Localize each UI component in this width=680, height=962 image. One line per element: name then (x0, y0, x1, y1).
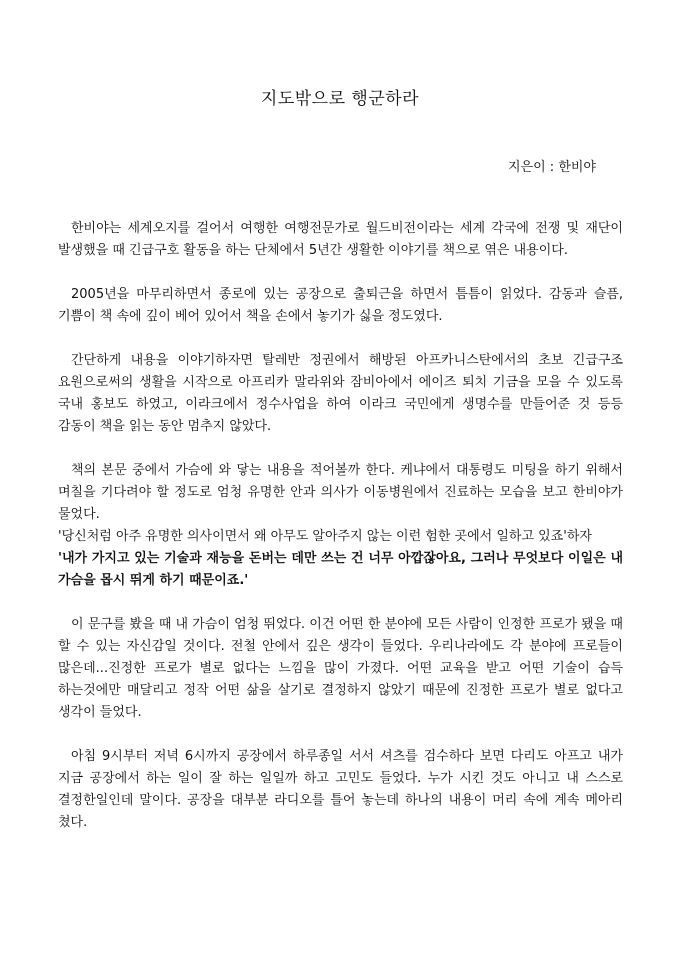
paragraph-reading: 2005년을 마무리하면서 종로에 있는 공장으로 출퇴근을 하면서 틈틈이 읽었다. 감동과 슬픔, 기쁨이 책 속에 깊이 베어 있어서 책을 손에서 놓기가 싫을 정도였다. (58, 287, 623, 324)
paragraph-intro: 한비야는 세계오지를 걸어서 여행한 여행전문가로 월드비전이라는 세계 각국에 전쟁 및 재단이 발생했을 때 긴급구호 활동을 하는 단체에서 5년간 생활한 이야기를 책으로 엮은 내용이다. (58, 221, 623, 258)
document-title: 지도밖으로 행군하라 (260, 89, 420, 109)
paragraph-factory: 아침 9시부터 저녁 6시까지 공장에서 하루종일 서서 셔츠를 검수하다 보면 다리도 아프고 내가 지금 공장에서 하는 일이 잘 하는 일일까 하고 고민도 들었다. 누가 시킨 것도 아니고 내 스스로 결정한일인데 말이다. 공장을 대부분 라디오를 틀어 놓는데 하나의 내용이 머리 속에 계속 메아리 쳤다. (58, 749, 623, 830)
quote-answer: '내가 가지고 있는 기술과 재능을 돈버는 데만 쓰는 건 너무 아깝잖아요, 그러나 무엇보다 이일은 내 가슴을 몹시 뛰게 하기 때문이죠.' (58, 551, 623, 588)
paragraph-summary: 간단하게 내용을 이야기하자면 탈레반 정권에서 해방된 아프카니스탄에서의 초보 긴급구조 요원으로써의 생활을 시작으로 아프리카 말라위와 잠비아에서 에이즈 퇴치 기금을 모을 수 있도록 국내 홍보도 하였고, 이라크에서 정수사업을 하여 이라크 국민에게 생명수를 만들어준 것 등등 감동이 책을 읽는 동안 멈추지 않았다. (58, 353, 623, 434)
quote-section (58, 460, 623, 592)
quote-question: '당신처럼 아주 유명한 의사이면서 왜 아무도 알아주지 않는 이런 험한 곳에서 일하고 있죠'하자 (58, 529, 592, 544)
paragraph-excerpt-intro: 책의 본문 중에서 가슴에 와 닿는 내용을 적어볼까 한다. 케냐에서 대통령도 미팅을 하기 위해서 며칠을 기다려야 할 정도로 엄청 유명한 안과 의사가 이동병원에서 진료하는 모습을 보고 한비야가 물었다. (58, 463, 623, 522)
author-line: 지은이 : 한비야 (508, 160, 596, 175)
document-body (58, 218, 623, 856)
paragraph-reflection: 이 문구를 봤을 때 내 가슴이 엄청 뛰었다. 이건 어떤 한 분야에 모든 사람이 인정한 프로가 됐을 때 할 수 있는 자신감일 것이다. 전철 안에서 깊은 생각이 들었다. 우리나라에도 각 분야에 프로들이 많은데...진정한 프로가 별로 없다는 느낌을 많이 가졌다. 어떤 교육을 받고 어떤 기술이 습득 하는것에만 매달리고 정작 어떤 삶을 살기로 결정하지 않았기 때문에 진정한 프로가 별로 없다고 생각이 들었다. (58, 617, 623, 720)
